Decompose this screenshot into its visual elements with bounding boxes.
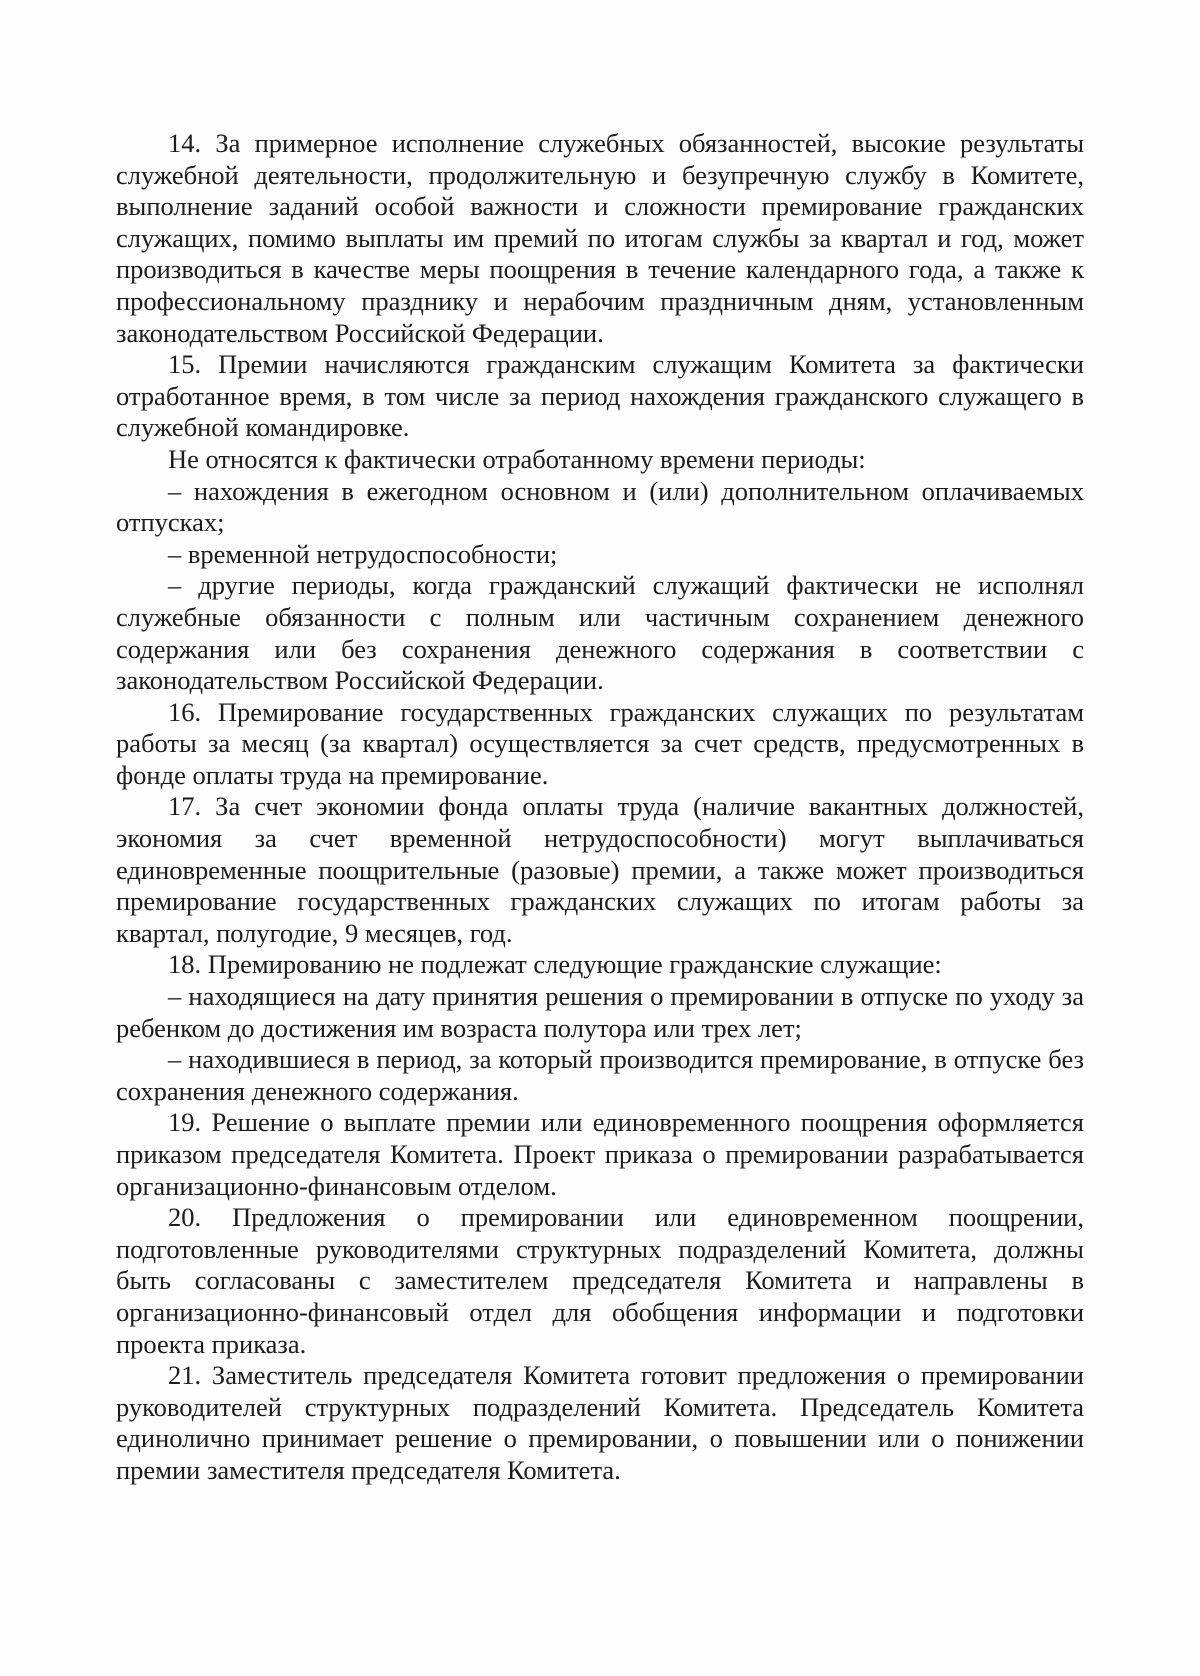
paragraph-14: 14. За примерное исполнение служебных обязанностей, высокие результаты служебной деятельности, продолжительную и безупречную службу в Комитете, выполнение заданий особой важности и сложности премирование гражданских служащих, помимо выплаты им премий по итогам службы за квартал и год, может производиться в качестве меры поощрения в течение календарного года, а также к профессиональному празднику и нерабочим праздничным дням, установленным законодательством Российской Федерации. xyxy=(116,128,1084,348)
paragraph-19: 19. Решение о выплате премии или единовременного поощрения оформляется приказом председателя Комитета. Проект приказа о премировании разрабатывается организационно-финансовым отделом. xyxy=(116,1107,1084,1201)
paragraph-21: 21. Заместитель председателя Комитета готовит предложения о премировании руководителей структурных подразделений Комитета. Председатель Комитета единолично принимает решение о премировании, о повышении или о понижении премии заместителя председателя Комитета. xyxy=(116,1360,1084,1485)
paragraph-15: 15. Премии начисляются гражданским служащим Комитета за фактически отработанное время, в том числе за период нахождения гражданского служащего в служебной командировке. xyxy=(116,349,1084,443)
list-item-disability: – временной нетрудоспособности; xyxy=(168,538,558,569)
list-item-other-periods: – другие периоды, когда гражданский служащий фактически не исполнял служебные обязанности с полным или частичным сохранением денежного содержания или без сохранения денежного содержания в соответствии с законодательством Российской Федерации. xyxy=(116,570,1084,696)
list-item-vacation: – нахождения в ежегодном основном и (или) дополнительном оплачиваемых отпусках; xyxy=(116,475,1084,538)
document-body xyxy=(116,128,1084,1487)
list-item-parental-leave: – находящиеся на дату принятия решения о премировании в отпуске по уходу за ребенком до достижения им возраста полутора или трех лет; xyxy=(116,981,1084,1043)
paragraph-periods-intro: Не относятся к фактически отработанному времени периоды: xyxy=(168,443,866,474)
list-item-unpaid-leave: – находившиеся в период, за который производится премирование, в отпуске без сохранения денежного содержания. xyxy=(116,1044,1084,1106)
paragraph-20: 20. Предложения о премировании или единовременном поощрении, подготовленные руководителями структурных подразделений Комитета, должны быть согласованы с заместителем председателя Комитета и направлены в организационно-финансовый отдел для обобщения информации и подготовки проекта приказа. xyxy=(116,1202,1084,1359)
paragraph-16: 16. Премирование государственных гражданских служащих по результатам работы за месяц (за квартал) осуществляется за счет средств, предусмотренных в фонде оплаты труда на премирование. xyxy=(116,696,1084,790)
paragraph-17: 17. За счет экономии фонда оплаты труда (наличие вакантных должностей, экономия за счет временной нетрудоспособности) могут выплачиваться единовременные поощрительные (разовые) премии, а также может производиться премирование государственных гражданских служащих по итогам работы за квартал, полугодие, 9 месяцев, год. xyxy=(116,791,1084,948)
paragraph-18: 18. Премированию не подлежат следующие гражданские служащие: xyxy=(168,949,942,980)
